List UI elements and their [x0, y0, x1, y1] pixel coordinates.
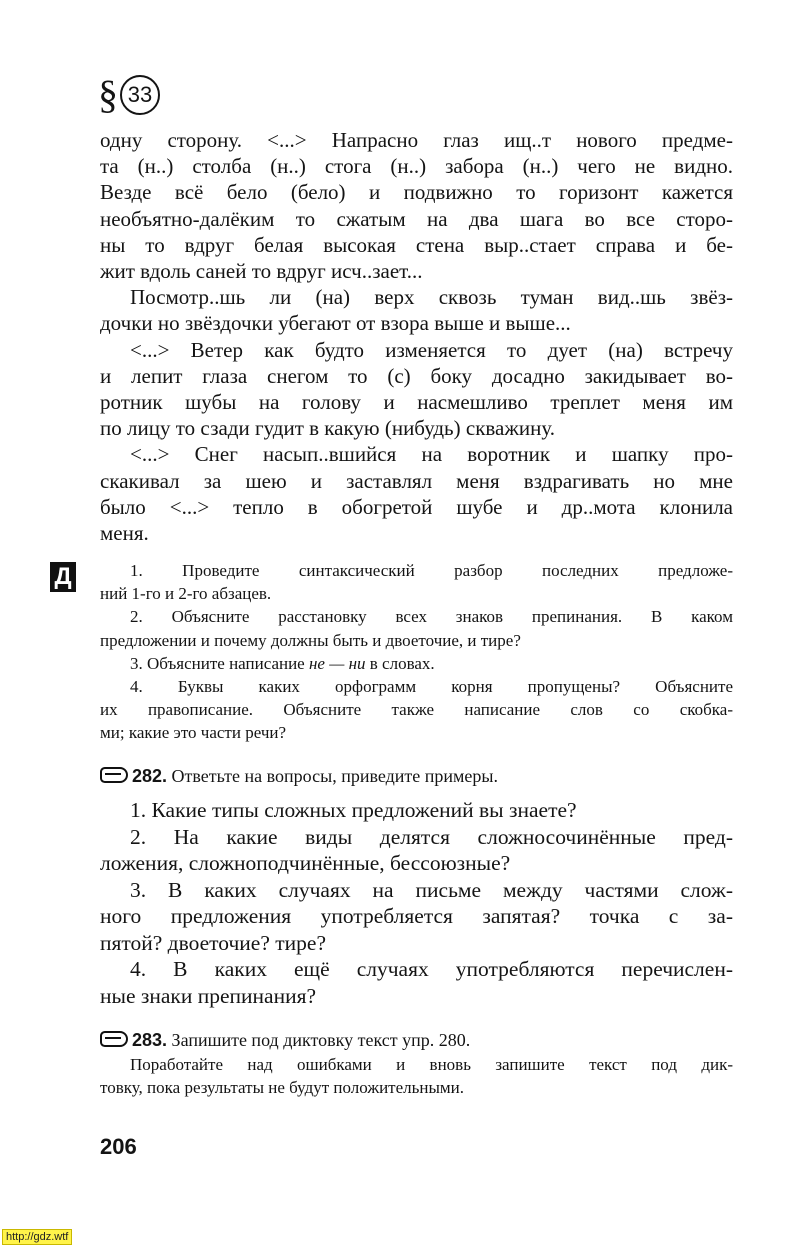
text-line: 2. На какие виды делятся сложносочинённые пред-: [130, 824, 733, 849]
task-list: [100, 559, 733, 745]
text-line: товку, пока результаты не будут положительными.: [100, 1078, 465, 1098]
text-line: Посмотр..шь ли (на) верх сквозь туман вид..шь звёз-: [130, 285, 733, 310]
text-line: <...> Снег насып..вшийся на воротник и шапку про-: [130, 442, 733, 467]
text-line: ные знаки препинания?: [100, 983, 317, 1008]
text-line: ны то вдруг белая высокая стена выр..стает справа и бе-: [100, 232, 733, 257]
watermark-link[interactable]: http://gdz.wtf: [2, 1229, 72, 1245]
exercise-instruction: Ответьте на вопросы, приведите примеры.: [171, 766, 498, 786]
text-line: та (н..) столба (н..) стога (н..) забора (н..) чего не видно.: [100, 154, 733, 179]
text-line: было <...> тепло в обогретой шубе и др..мота клонила: [100, 494, 733, 519]
text-line: жит вдоль саней то вдруг исч..зает...: [100, 259, 423, 284]
text-line: скакивал за шею и заставлял меня вздрагивать но мне: [100, 468, 733, 493]
exercise-number: 283.: [132, 1030, 168, 1050]
text-line: пятой? двоеточие? тире?: [100, 930, 327, 955]
text-line: дочки но звёздочки убегают от взора выше и выше...: [100, 311, 571, 336]
text-line: 4. Буквы каких орфограмм корня пропущены? Объясните: [130, 677, 733, 697]
main-text: [100, 127, 733, 546]
text-line: их правописание. Объясните также написание слов со скобка-: [100, 700, 733, 720]
exercise-282-header: [100, 765, 733, 788]
text-line: по лицу то сзади гудит в какую (нибудь) скважину.: [100, 416, 555, 441]
section-symbol: §: [98, 72, 118, 117]
text-line: ний 1-го и 2-го абзацев.: [100, 584, 272, 604]
text-line: и лепит глаза снегом то (с) боку досадно закидывает во-: [100, 363, 733, 388]
task-icon: Д: [50, 562, 76, 592]
text-line: <...> Ветер как будто изменяется то дует (на) встречу: [130, 337, 733, 362]
text-line: 2. Объясните расстановку всех знаков препинания. В каком: [130, 607, 733, 627]
text-line: Поработайте над ошибками и вновь запишите текст под дик-: [130, 1055, 733, 1074]
text-line: 1. Какие типы сложных предложений вы знаете?: [130, 798, 577, 822]
pencil-icon: [100, 767, 128, 783]
exercise-282-questions: [100, 797, 733, 1009]
section-heading: [98, 72, 160, 118]
text-line: ротник шубы на голову и насмешливо треплет меня им: [100, 390, 733, 415]
text-line: одну сторону. <...> Напрасно глаз ищ..т нового предме-: [100, 128, 733, 152]
exercise-283-body: [100, 1053, 733, 1099]
text-line: предложении и почему должны быть и двоеточие, и тире?: [100, 630, 521, 650]
page-number: 206: [100, 1134, 137, 1159]
text-line: ми; какие это части речи?: [100, 723, 287, 743]
text-line: 3. Объясните написание не — ни в словах.: [130, 653, 435, 673]
exercise-instruction: Запишите под диктовку текст упр. 280.: [171, 1030, 471, 1050]
pencil-icon: [100, 1031, 128, 1047]
text-line: ложения, сложноподчинённые, бессоюзные?: [100, 851, 511, 875]
text-line: необъятно-далёким то сжатым на два шага во все сторо-: [100, 206, 733, 231]
text-line: 4. В каких ещё случаях употребляются перечислен-: [130, 957, 733, 981]
section-number: 33: [120, 75, 160, 115]
text-line: 1. Проведите синтаксический разбор последних предложе-: [130, 561, 733, 580]
text-line: Везде всё бело (бело) и подвижно то горизонт кажется: [100, 180, 733, 205]
text-line: ного предложения употребляется запятая? точка с за-: [100, 904, 733, 928]
exercise-number: 282.: [132, 766, 168, 786]
text-line: меня.: [100, 521, 149, 546]
text-line: 3. В каких случаях на письме между частями слож-: [130, 877, 733, 902]
exercise-283-header: [100, 1029, 733, 1052]
